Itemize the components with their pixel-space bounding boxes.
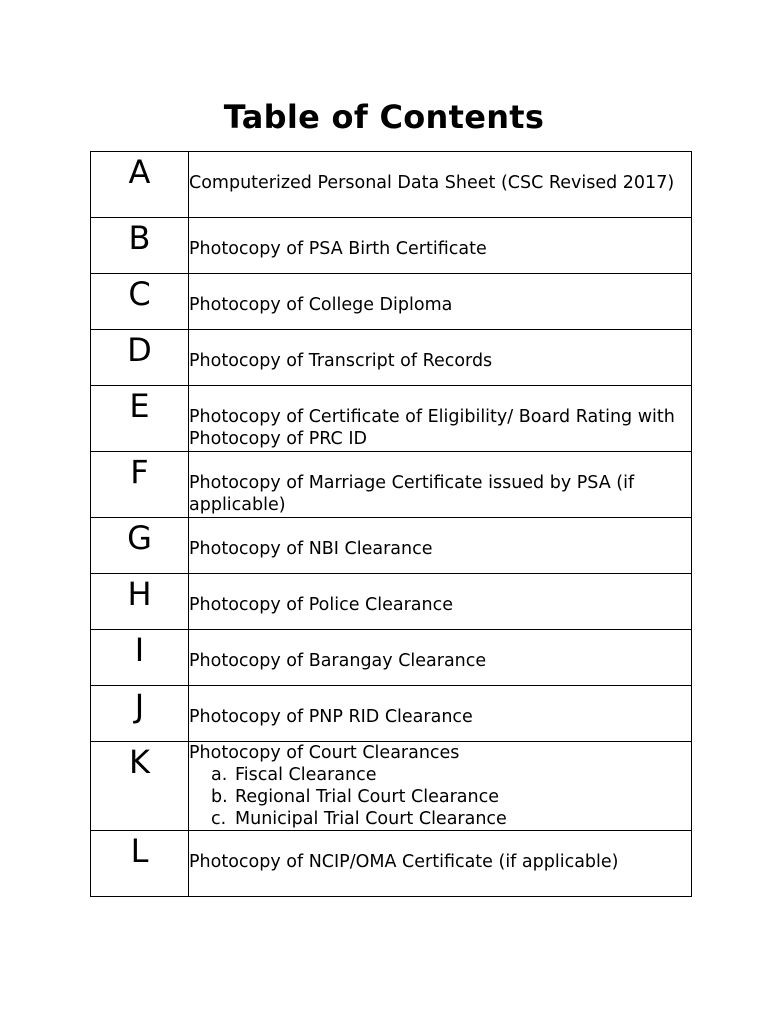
letter-cell (91, 742, 189, 831)
section-description: Photocopy of Transcript of Records (189, 351, 493, 371)
section-description: Photocopy of NCIP/OMA Certificate (if applicable) (189, 852, 619, 872)
section-letter: B (128, 219, 151, 257)
section-description: Photocopy of PSA Birth Certificate (189, 239, 487, 259)
description-cell (189, 152, 692, 218)
table-row (91, 452, 692, 518)
letter-cell (91, 152, 189, 218)
sub-item-marker: c. (211, 809, 227, 829)
table-row (91, 274, 692, 330)
table-row (91, 574, 692, 630)
description-cell (189, 574, 692, 630)
description-cell (189, 218, 692, 274)
section-letter: F (130, 453, 149, 491)
sub-item-text: Municipal Trial Court Clearance (235, 809, 507, 829)
section-letter: I (134, 631, 145, 669)
section-letter: E (129, 387, 150, 425)
table-row (91, 152, 692, 218)
table-row (91, 742, 692, 831)
page-title: Table of Contents (223, 98, 545, 137)
description-cell (189, 386, 692, 452)
section-description: Photocopy of Police Clearance (189, 595, 453, 615)
sub-item-list (189, 764, 691, 830)
description-cell (189, 452, 692, 518)
section-description: Photocopy of College Diploma (189, 295, 453, 315)
letter-cell (91, 330, 189, 386)
description-cell (189, 330, 692, 386)
letter-cell (91, 452, 189, 518)
table-row (91, 831, 692, 897)
sub-item (211, 786, 691, 808)
section-letter: H (127, 575, 152, 613)
letter-cell (91, 630, 189, 686)
letter-cell (91, 831, 189, 897)
description-cell (189, 742, 692, 831)
section-description: Photocopy of NBI Clearance (189, 539, 433, 559)
sub-item (211, 808, 691, 830)
section-letter: A (128, 153, 151, 191)
table-row (91, 630, 692, 686)
description-cell (189, 831, 692, 897)
sub-item (211, 764, 691, 786)
table-row (91, 218, 692, 274)
sub-item-text: Fiscal Clearance (235, 765, 377, 785)
section-description: Photocopy of Barangay Clearance (189, 651, 487, 671)
letter-cell (91, 574, 189, 630)
sub-item-marker: b. (211, 787, 228, 807)
description-cell (189, 274, 692, 330)
section-description: Computerized Personal Data Sheet (CSC Revised 2017) (189, 173, 675, 193)
letter-cell (91, 686, 189, 742)
description-cell (189, 686, 692, 742)
section-letter: J (134, 687, 145, 725)
table-row (91, 386, 692, 452)
contents-table (90, 151, 692, 897)
letter-cell (91, 386, 189, 452)
letter-cell (91, 274, 189, 330)
table-row (91, 686, 692, 742)
letter-cell (91, 218, 189, 274)
section-letter: C (128, 275, 151, 313)
section-letter: D (127, 331, 152, 369)
description-cell (189, 518, 692, 574)
section-description: Photocopy of Marriage Certificate issued by PSA (if applicable) (189, 473, 635, 515)
letter-cell (91, 518, 189, 574)
table-row (91, 330, 692, 386)
sub-item-marker: a. (211, 765, 228, 785)
section-description: Photocopy of Court Clearances (189, 743, 460, 763)
section-description: Photocopy of PNP RID Clearance (189, 707, 473, 727)
section-description: Photocopy of Certificate of Eligibility/ Board Rating with Photocopy of PRC ID (189, 407, 675, 449)
description-cell (189, 630, 692, 686)
sub-item-text: Regional Trial Court Clearance (235, 787, 499, 807)
section-letter: G (127, 519, 152, 557)
table-row (91, 518, 692, 574)
section-letter: K (129, 743, 150, 781)
section-letter: L (130, 832, 149, 870)
